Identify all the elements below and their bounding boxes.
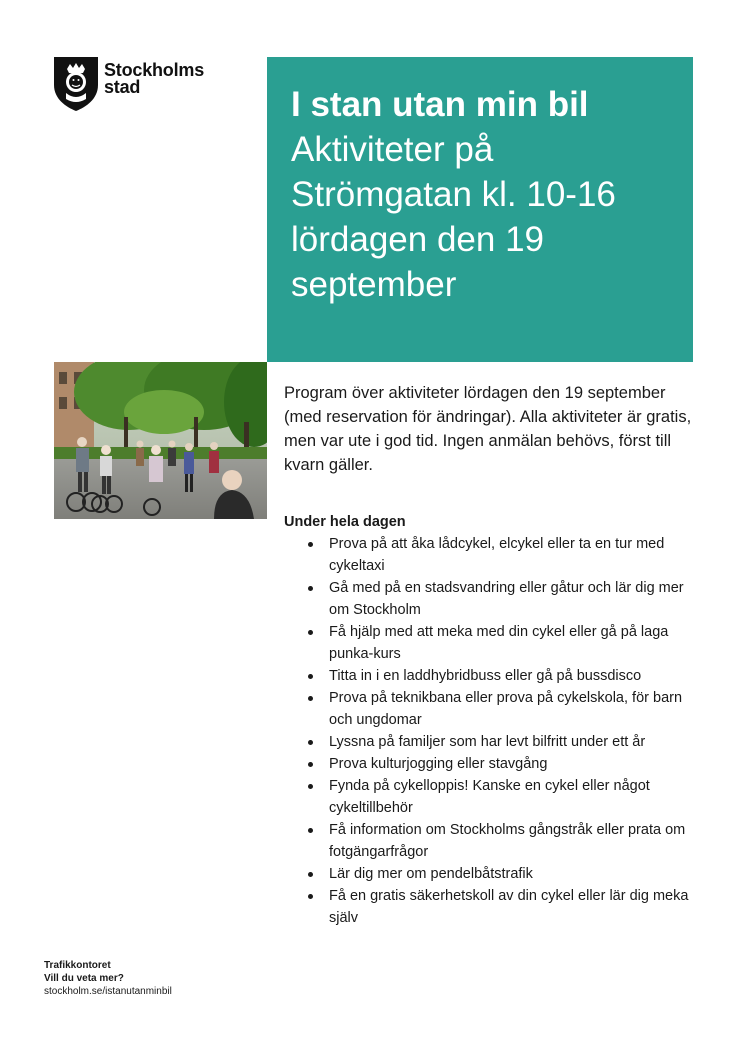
footer-question: Vill du veta mer? [44,973,124,984]
subtitle-line-1: Aktiviteter på [291,130,494,169]
list-item: Få information om Stockholms gångstråk eller prata om fotgängarfrågor [304,819,704,863]
list-item: Lyssna på familjer som har levt bilfritt under ett år [304,731,704,753]
footer-org: Trafikkontoret [44,960,111,971]
subtitle-line-2: Strömgatan kl. 10-16 [291,175,616,214]
logo-line-1: Stockholms [104,60,205,80]
header-banner [267,57,693,362]
list-item: Prova kulturjogging eller stavgång [304,753,704,775]
subtitle-line-4: september [291,265,457,304]
footer [44,959,172,998]
section-heading: Under hela dagen [284,514,406,530]
activity-list [304,533,704,929]
list-item: Prova på att åka lådcykel, elcykel eller ta en tur med cykeltaxi [304,533,704,577]
list-item: Titta in i en laddhybridbuss eller gå på bussdisco [304,665,704,687]
stockholm-logo [52,55,204,112]
list-item: Prova på teknikbana eller prova på cykelskola, för barn och ungdomar [304,687,704,731]
street-photo [54,362,267,519]
intro-paragraph: Program över aktiviteter lördagen den 19 september (med reservation för ändringar). Alla aktiviteter är gratis, men var ute i god tid. Ingen anmälan behövs, först till kvarn gäller. [284,384,692,474]
list-item: Gå med på en stadsvandring eller gåtur och lär dig mer om Stockholm [304,577,704,621]
shield-crest-icon [52,55,100,112]
logo-line-2: stad [104,77,141,97]
subtitle-line-3: lördagen den 19 [291,220,544,259]
list-item: Lär dig mer om pendelbåtstrafik [304,863,704,885]
footer-link[interactable]: stockholm.se/istanutanminbil [44,986,172,997]
logo-wordmark [104,62,204,96]
list-item: Få hjälp med att meka med din cykel eller gå på laga punka-kurs [304,621,704,665]
page-title: I stan utan min bil [291,85,589,124]
list-item: Få en gratis säkerhetskoll av din cykel eller lär dig meka själv [304,885,704,929]
list-item: Fynda på cykelloppis! Kanske en cykel eller något cykeltillbehör [304,775,704,819]
